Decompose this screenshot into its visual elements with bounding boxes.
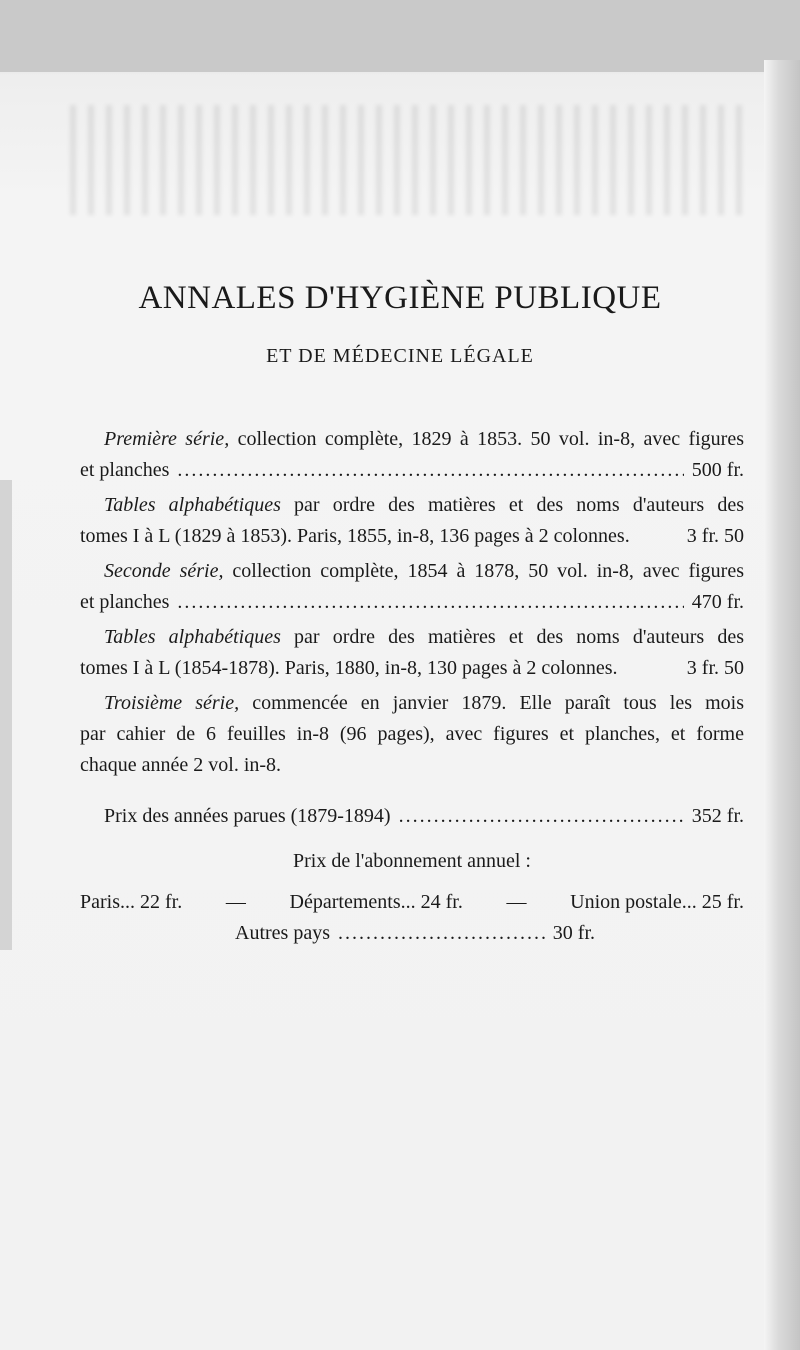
- entry-price-line: [80, 653, 744, 684]
- entry-price: 3 fr. 50: [686, 657, 744, 679]
- leader-dots: [177, 455, 683, 486]
- leader-dots: [338, 918, 545, 949]
- series-name: Première série,: [104, 428, 230, 450]
- tarif-paris: Paris... 22 fr.: [80, 891, 183, 913]
- entry-text: et planches: [80, 459, 170, 481]
- entry-price: 470 fr.: [691, 591, 744, 613]
- page-title: ANNALES D'HYGIÈNE PUBLIQUE: [138, 280, 662, 316]
- entry-text: collection complète, 1854 à 1878, 50 vol. in-8, avec figures: [223, 560, 744, 582]
- tarif-departements: Départements... 24 fr.: [289, 891, 463, 913]
- series-name: Troisième série,: [104, 692, 240, 714]
- entry-premiere-serie: [80, 424, 744, 486]
- tarifs-line: [80, 887, 744, 918]
- catalog-entries: [80, 424, 744, 949]
- entry-text: commencée en janvier 1879. Elle paraît tous les mois: [239, 692, 744, 714]
- tarif-separator: —: [225, 891, 246, 913]
- entry-price-line: [80, 455, 744, 486]
- series-name: Tables alphabétiques: [104, 494, 281, 516]
- entry-line: [80, 424, 744, 455]
- entry-line: [80, 719, 744, 750]
- prix-price: 352 fr.: [691, 805, 744, 827]
- tarif-separator: —: [506, 891, 527, 913]
- page-subtitle: ET DE MÉDECINE LÉGALE: [266, 345, 534, 367]
- entry-line: [80, 556, 744, 587]
- entry-tables-1: [80, 490, 744, 552]
- abonnement-tarifs: [80, 887, 744, 949]
- entry-line: [80, 490, 744, 521]
- entry-price-line: [80, 587, 744, 618]
- entry-text: par ordre des matières et des noms d'auteurs des: [280, 494, 744, 516]
- page-left-edge: [0, 480, 12, 950]
- leader-dots: [177, 587, 683, 618]
- entry-price: 3 fr. 50: [686, 525, 744, 547]
- entry-line: [80, 750, 744, 781]
- entry-text: chaque année 2 vol. in-8.: [80, 754, 282, 776]
- entry-price-line: [80, 521, 744, 552]
- entry-troisieme-serie: [80, 688, 744, 781]
- entry-price: 500 fr.: [691, 459, 744, 481]
- entry-text: par ordre des matières et des noms d'auteurs des: [280, 626, 744, 648]
- entry-text: tomes I à L (1854-1878). Paris, 1880, in-8, 130 pages à 2 colonnes.: [80, 657, 618, 679]
- entry-tables-2: [80, 622, 744, 684]
- entry-line: [80, 688, 744, 719]
- entry-text: collection complète, 1829 à 1853. 50 vol. in-8, avec figures: [229, 428, 744, 450]
- entry-seconde-serie: [80, 556, 744, 618]
- series-name: Tables alphabétiques: [104, 626, 281, 648]
- autres-label: Autres pays: [235, 922, 330, 944]
- tarif-union-postale: Union postale... 25 fr.: [570, 891, 744, 913]
- autres-price: 30 fr.: [552, 922, 595, 944]
- page-top-shadow: [0, 0, 800, 72]
- prix-annees-parues: [80, 801, 744, 832]
- series-name: Seconde série,: [104, 560, 224, 582]
- page-right-edge: [764, 60, 800, 1350]
- entry-text: et planches: [80, 591, 170, 613]
- tarif-autres-pays: [235, 918, 595, 949]
- leader-dots: [399, 801, 684, 832]
- entry-text: par cahier de 6 feuilles in-8 (96 pages), avec figures et planches, et forme: [80, 723, 744, 745]
- prix-label: Prix des années parues (1879-1894): [104, 805, 391, 827]
- bleed-through-ghost: [70, 105, 750, 215]
- abonnement-title: Prix de l'abonnement annuel :: [293, 850, 531, 872]
- entry-line: [80, 622, 744, 653]
- entry-text: tomes I à L (1829 à 1853). Paris, 1855, in-8, 136 pages à 2 colonnes.: [80, 525, 630, 547]
